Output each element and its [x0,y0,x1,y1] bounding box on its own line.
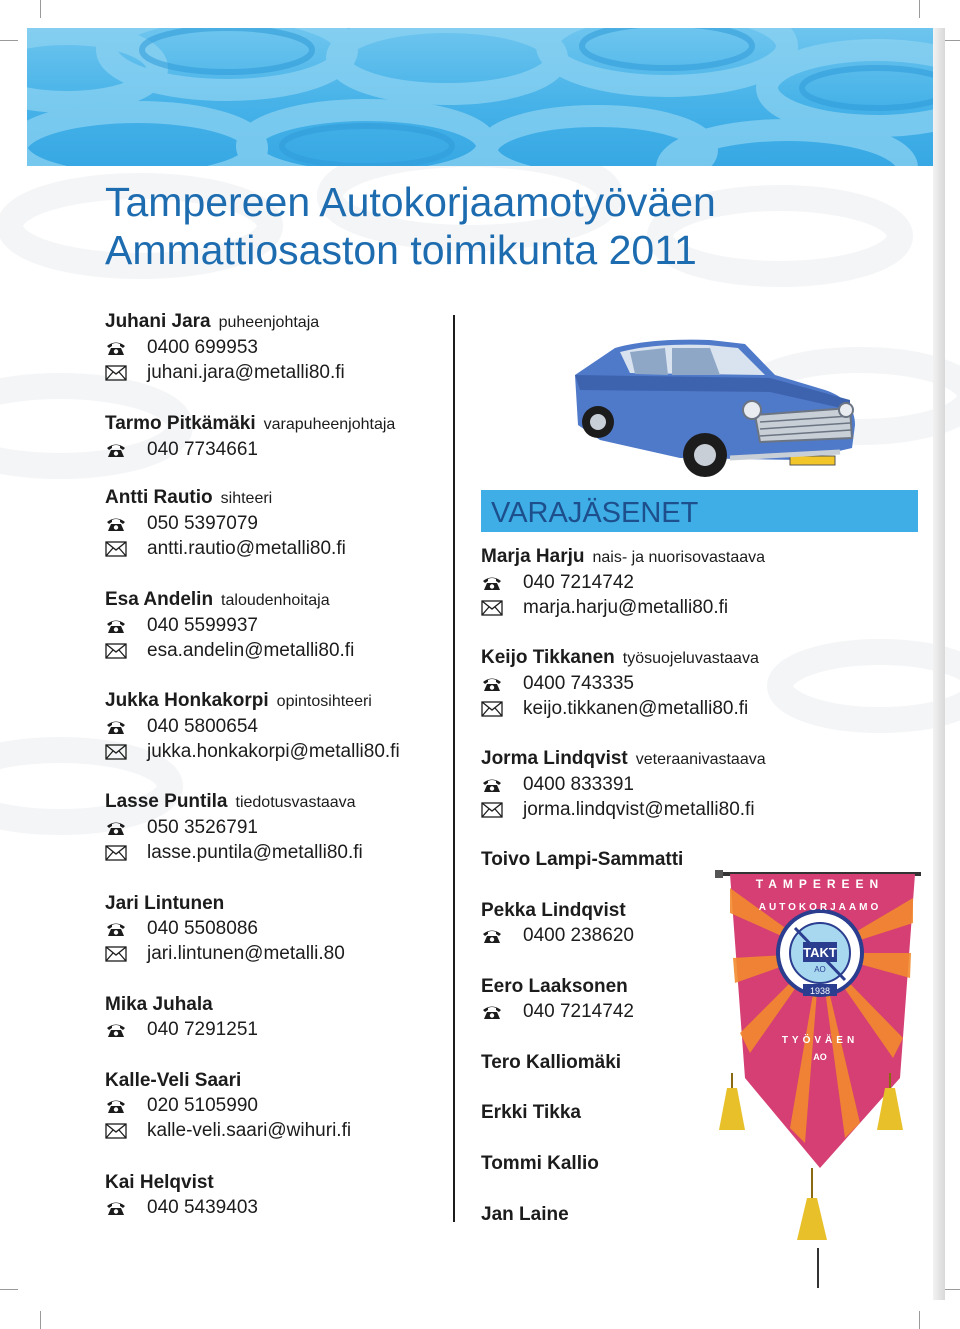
envelope-icon [105,541,127,557]
member-entry [105,689,400,764]
member-name: Pekka Lindqvist [481,900,626,921]
member-role: taloudenhoitaja [221,592,330,609]
member-name: Tero Kalliomäki [481,1052,622,1073]
member-entry [105,790,363,865]
email-link[interactable]: marja.harju@metalli80.fi [523,597,729,618]
phone-number: 050 3526791 [147,817,258,838]
member-entry [481,1101,581,1125]
member-name: Keijo Tikkanen [481,647,615,668]
envelope-icon [105,845,127,861]
member-role: puheenjohtaja [218,314,320,331]
phone-number: 040 5800654 [147,716,258,737]
title-line-2: Ammattiosaston toimikunta 2011 [105,227,697,273]
member-entry [481,1152,599,1176]
phone-number: 050 5397079 [147,513,258,534]
phone-icon [105,719,127,735]
phone-icon [105,1200,127,1216]
member-name: Marja Harju [481,546,585,567]
phone-number: 0400 699953 [147,337,258,358]
member-name: Tarmo Pitkämäki [105,413,256,434]
email-link[interactable]: jorma.lindqvist@metalli80.fi [523,799,755,820]
member-role: varapuheenjohtaja [263,416,396,433]
member-name: Antti Rautio [105,487,213,508]
member-name: Mika Juhala [105,994,213,1015]
phone-icon [105,442,127,458]
email-link[interactable]: kalle-veli.saari@wihuri.fi [147,1120,352,1141]
phone-icon [105,820,127,836]
envelope-icon [481,701,503,717]
pennant-top-text: TAMPEREEN [755,877,885,891]
member-role: työsuojeluvastaava [622,650,759,667]
member-entry [105,588,354,663]
envelope-icon [105,946,127,962]
phone-number: 040 7291251 [147,1019,258,1040]
pennant-emblem-text: TAKT [803,945,837,960]
phone-number: 0400 238620 [523,925,634,946]
phone-icon [105,1098,127,1114]
member-role: opintosihteeri [276,693,372,710]
phone-number: 040 5508086 [147,918,258,939]
member-entry [481,1051,621,1075]
phone-icon [481,676,503,692]
envelope-icon [105,365,127,381]
member-name: Kalle-Veli Saari [105,1070,242,1091]
phone-number: 040 5439403 [147,1197,258,1218]
crop-mark [0,40,18,41]
member-name: Toivo Lampi-Sammatti [481,849,684,870]
envelope-icon [481,600,503,616]
varajasenet-heading: VARAJÄSENET [491,497,699,529]
member-entry [481,545,765,620]
member-name: Tommi Kallio [481,1153,599,1174]
phone-icon [105,516,127,532]
member-entry [481,975,634,1024]
phone-icon [105,1022,127,1038]
member-name: Jan Laine [481,1204,569,1225]
member-name: Juhani Jara [105,311,211,332]
envelope-icon [105,1123,127,1139]
phone-number: 040 7734661 [147,439,258,460]
phone-icon [105,340,127,356]
envelope-icon [481,802,503,818]
member-entry [105,486,346,561]
tires-image [27,28,934,166]
member-entry [481,848,683,872]
email-link[interactable]: juhani.jara@metalli80.fi [147,362,345,383]
member-entry [105,1069,351,1143]
email-link[interactable]: lasse.puntila@metalli80.fi [147,842,363,863]
varajasenet-heading-band [481,490,918,532]
member-role: nais- ja nuorisovastaava [592,549,766,566]
phone-icon [105,618,127,634]
phone-number: 040 7214742 [523,572,634,593]
email-link[interactable]: jukka.honkakorpi@metalli80.fi [147,741,400,762]
blue-car-image [560,330,860,480]
member-name: Esa Andelin [105,589,214,610]
crop-mark [919,0,920,18]
crop-mark [40,0,41,18]
member-entry [481,1203,569,1227]
member-entry [105,993,258,1042]
pennant-bottom-sub: AO [813,1052,827,1062]
phone-number: 0400 743335 [523,673,634,694]
pennant-bottom-text: TYÖVÄEN [781,1035,859,1046]
member-role: veteraanivastaava [635,751,766,768]
phone-number: 020 5105990 [147,1095,258,1116]
phone-number: 040 5599937 [147,615,258,636]
member-role: tiedotusvastaava [235,794,356,811]
title-line-1: Tampereen Autokorjaamotyöväen [105,179,716,225]
member-name: Jorma Lindqvist [481,748,628,769]
member-role: sihteeri [220,490,273,507]
member-name: Erkki Tikka [481,1102,582,1123]
member-name: Lasse Puntila [105,791,228,812]
member-name: Jari Lintunen [105,893,225,914]
member-entry [105,892,345,966]
member-entry [105,310,345,385]
phone-icon [481,777,503,793]
pennant-arc-text: AUTOKORJAAMO [758,902,882,913]
union-pennant-image [715,868,930,1293]
email-link[interactable]: esa.andelin@metalli80.fi [147,640,355,661]
column-divider [453,315,455,1222]
phone-icon [481,575,503,591]
member-entry [105,412,395,462]
email-link[interactable]: jari.lintunen@metalli.80 [147,943,345,964]
pennant-emblem-sub: AO [814,965,826,974]
member-entry [481,899,634,948]
member-name: Eero Laaksonen [481,976,628,997]
page-edge [933,28,945,1300]
member-entry [481,747,766,822]
phone-number: 0400 833391 [523,774,634,795]
member-name: Jukka Honkakorpi [105,690,269,711]
envelope-icon [105,744,127,760]
phone-icon [481,1004,503,1020]
page-title [105,178,905,274]
email-link[interactable]: keijo.tikkanen@metalli80.fi [523,698,749,719]
member-entry [105,1171,258,1220]
phone-number: 040 7214742 [523,1001,634,1022]
pennant-year: 1938 [809,986,831,996]
member-name: Kai Helqvist [105,1172,214,1193]
phone-icon [105,921,127,937]
envelope-icon [105,643,127,659]
header-banner [27,28,934,166]
phone-icon [481,928,503,944]
member-entry [481,646,759,721]
email-link[interactable]: antti.rautio@metalli80.fi [147,538,346,559]
